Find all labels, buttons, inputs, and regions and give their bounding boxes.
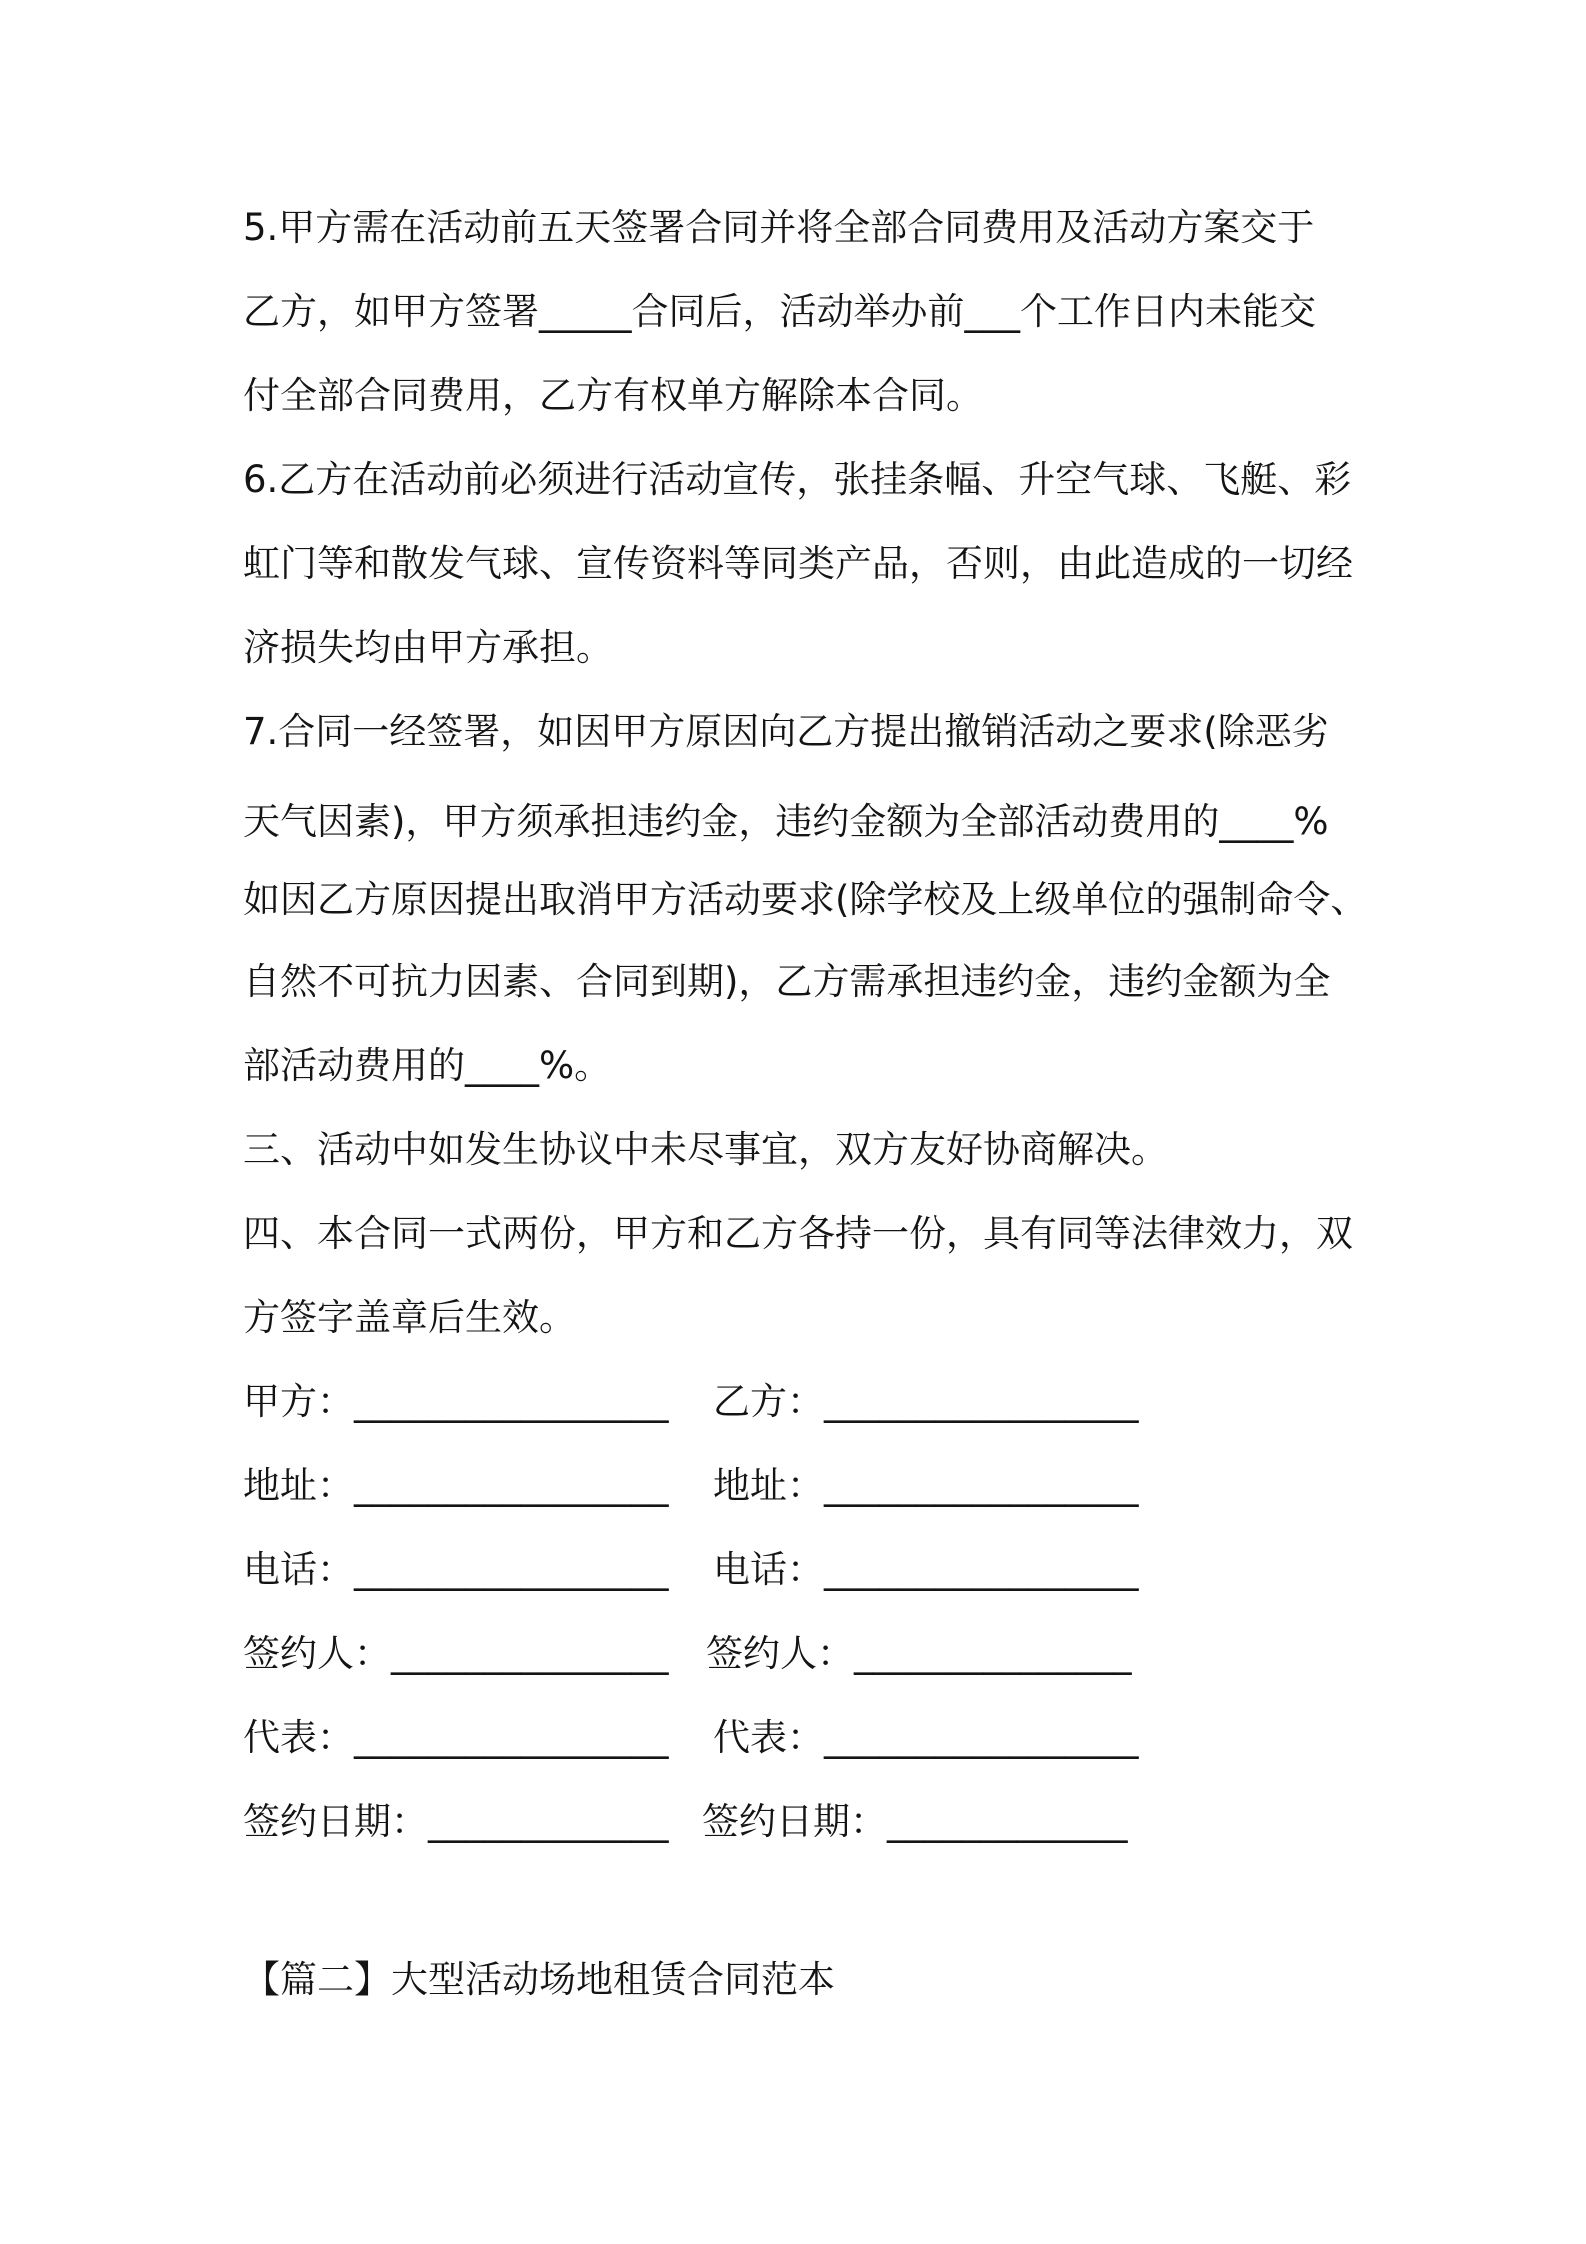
signature-row-phone-a: 电话：_________________	[243, 1548, 669, 1591]
signature-row-party-a: 甲方：_________________	[243, 1380, 669, 1423]
clause-four-line-2: 方签字盖章后生效。	[243, 1296, 576, 1339]
signature-row-date-b: 签约日期：_____________	[702, 1800, 1128, 1843]
signature-row-signer-b: 签约人：_______________	[706, 1632, 1132, 1675]
clause-5-line-2: 乙方，如甲方签署_____合同后，活动举办前___个工作日内未能交	[243, 290, 1316, 333]
clause-6-line-2: 虹门等和散发气球、宣传资料等同类产品，否则，由此造成的一切经	[243, 542, 1353, 585]
clause-three-line: 三、活动中如发生协议中未尽事宜，双方友好协商解决。	[243, 1128, 1168, 1171]
signature-row-address-b: 地址：_________________	[713, 1464, 1139, 1507]
signature-row-signer-a: 签约人：_______________	[243, 1632, 669, 1675]
clause-6-line-1: 6.乙方在活动前必须进行活动宣传，张挂条幅、升空气球、飞艇、彩	[243, 458, 1352, 501]
clause-5-line-3: 付全部合同费用，乙方有权单方解除本合同。	[243, 374, 983, 417]
signature-row-representative-b: 代表：_________________	[713, 1716, 1139, 1759]
signature-row-date-a: 签约日期：_____________	[243, 1800, 669, 1843]
clause-7-line-3: 如因乙方原因提出取消甲方活动要求(除学校及上级单位的强制命令、	[243, 878, 1368, 921]
signature-row-party-b: 乙方：_________________	[713, 1380, 1139, 1423]
clause-7-line-4: 自然不可抗力因素、合同到期)，乙方需承担违约金，违约金额为全	[243, 960, 1331, 1003]
clause-7-line-5: 部活动费用的____%。	[243, 1044, 612, 1087]
signature-row-address-a: 地址：_________________	[243, 1464, 669, 1507]
next-section-title: 【篇二】大型活动场地租赁合同范本	[243, 1958, 835, 2001]
clause-7-line-2: 天气因素)，甲方须承担违约金，违约金额为全部活动费用的____%	[243, 800, 1329, 843]
signature-row-representative-a: 代表：_________________	[243, 1716, 669, 1759]
signature-row-phone-b: 电话：_________________	[713, 1548, 1139, 1591]
clause-7-line-1: 7.合同一经签署，如因甲方原因向乙方提出撤销活动之要求(除恶劣	[243, 710, 1329, 753]
clause-four-line-1: 四、本合同一式两份，甲方和乙方各持一份，具有同等法律效力，双	[243, 1212, 1353, 1255]
clause-5-line-1: 5.甲方需在活动前五天签署合同并将全部合同费用及活动方案交于	[243, 206, 1315, 249]
clause-6-line-3: 济损失均由甲方承担。	[243, 626, 613, 669]
